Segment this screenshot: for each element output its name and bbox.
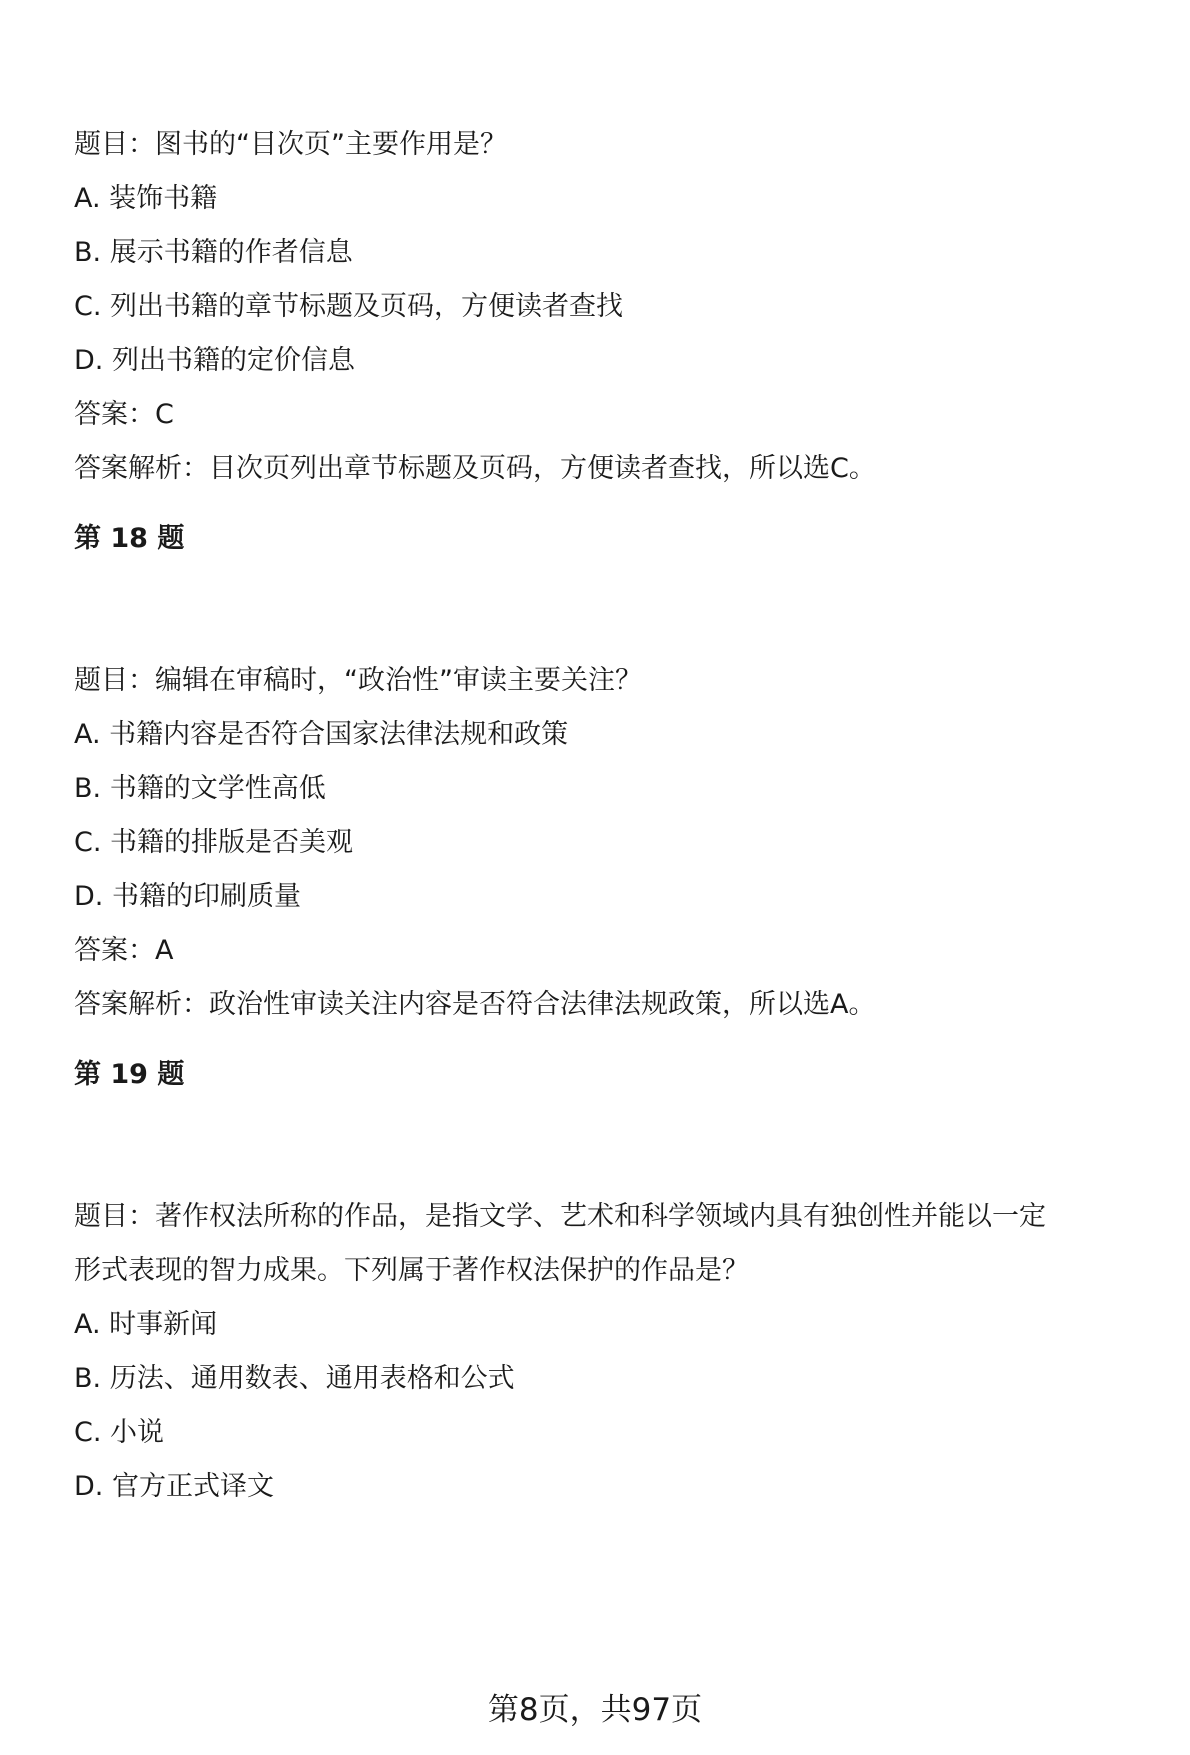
- q17-explanation: 答案解析：目次页列出章节标题及页码，方便读者查找，所以选C。: [74, 453, 876, 484]
- q17-option-c: C. 列出书籍的章节标题及页码，方便读者查找: [74, 291, 624, 322]
- q18-stem: 题目：编辑在审稿时，“政治性”审读主要关注？: [74, 665, 642, 696]
- q18-answer: 答案：A: [74, 935, 174, 966]
- q17-option-d: D. 列出书籍的定价信息: [74, 345, 355, 376]
- q17-answer: 答案：C: [74, 399, 174, 430]
- q19-option-d: D. 官方正式译文: [74, 1471, 274, 1502]
- q17-option-b: B. 展示书籍的作者信息: [74, 237, 353, 268]
- q18-option-a: A. 书籍内容是否符合国家法律法规和政策: [74, 719, 569, 750]
- page-number: 第8页，共97页: [487, 1692, 703, 1728]
- q18-heading: 第 18 题: [74, 523, 185, 554]
- q17-option-a: A. 装饰书籍: [74, 183, 218, 214]
- q19-option-b: B. 历法、通用数表、通用表格和公式: [74, 1363, 515, 1394]
- q18-option-d: D. 书籍的印刷质量: [74, 881, 301, 912]
- q19-stem-line1: 题目：著作权法所称的作品，是指文学、艺术和科学领域内具有独创性并能以一定: [74, 1201, 1046, 1232]
- q18-option-c: C. 书籍的排版是否美观: [74, 827, 354, 858]
- q18-option-b: B. 书籍的文学性高低: [74, 773, 326, 804]
- q19-stem-line2: 形式表现的智力成果。下列属于著作权法保护的作品是？: [74, 1255, 749, 1286]
- q18-explanation: 答案解析：政治性审读关注内容是否符合法律法规政策，所以选A。: [74, 989, 876, 1020]
- q19-heading: 第 19 题: [74, 1059, 185, 1090]
- q19-option-c: C. 小说: [74, 1417, 165, 1448]
- q17-stem: 题目：图书的“目次页”主要作用是？: [74, 129, 507, 160]
- q19-option-a: A. 时事新闻: [74, 1309, 218, 1340]
